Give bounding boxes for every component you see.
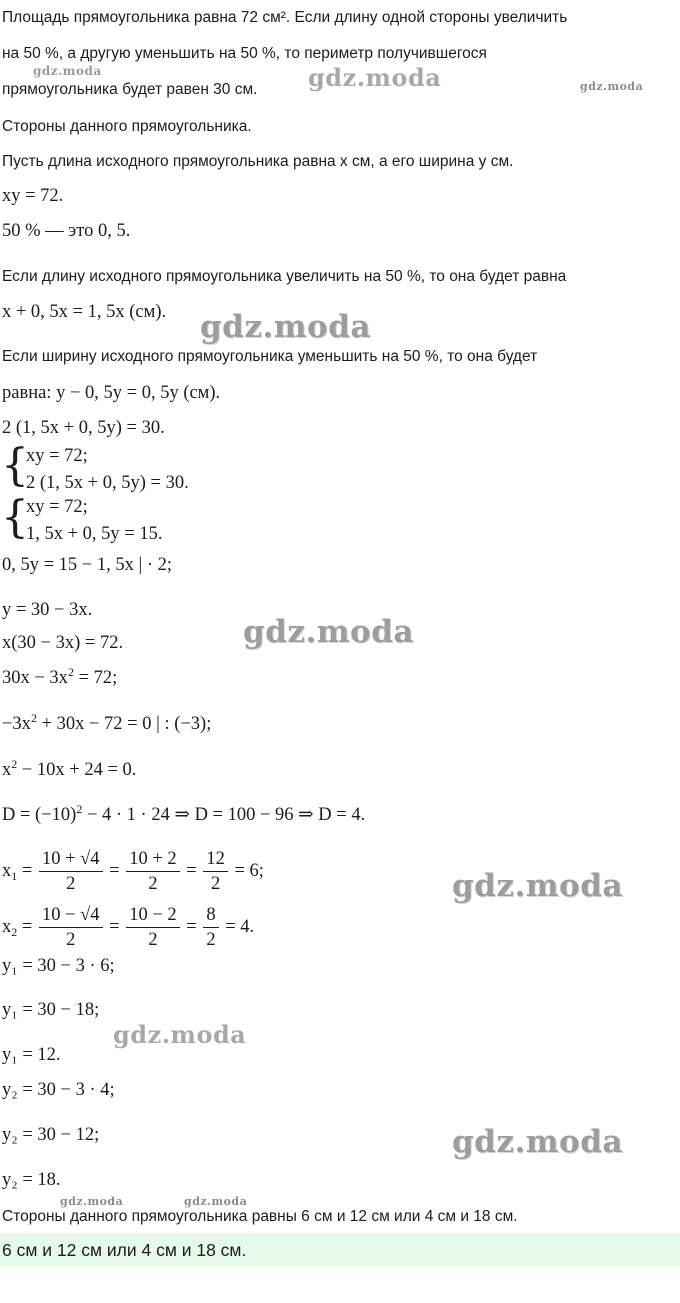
answer-text: 6 см и 12 см или 4 см и 18 см.: [2, 1240, 247, 1260]
length-line-a: Если длину исходного прямоугольника увеличить на 50 %, то она будет равна: [2, 268, 567, 285]
eq-perimeter: 2 (1, 5x + 0, 5y) = 30.: [2, 418, 165, 438]
y1-step-c: y₁ = 12.: [2, 1045, 61, 1065]
watermark: gdz.moda: [184, 1195, 248, 1208]
eq-percent: 50 % — это 0, 5.: [2, 221, 131, 241]
watermark: gdz.moda: [60, 1195, 124, 1208]
fraction: $\frac{10 - 2}{2}$: [126, 903, 179, 947]
length-line-b: x + 0, 5x = 1, 5x (см).: [2, 302, 167, 322]
fraction: $\frac{8}{2}$: [203, 903, 218, 947]
eq-area: xy = 72.: [2, 186, 64, 206]
y2-step-a: y₂ = 30 − 3 · 4;: [2, 1080, 115, 1100]
step-6: $x^2 - 10x + 24 = 0$.: [2, 757, 137, 780]
watermark: gdz.moda: [452, 868, 623, 904]
problem-line-1: Площадь прямоугольника равна 72 см². Если длину одной стороны увеличить: [2, 9, 568, 26]
system1-eq-a: xy = 72;: [26, 446, 88, 466]
step-1: 0, 5y = 15 − 1, 5x | · 2;: [2, 555, 172, 575]
step-3: x(30 − 3x) = 72.: [2, 633, 124, 653]
system2-eq-b: 1, 5x + 0, 5y = 15.: [26, 524, 163, 544]
find-line: Стороны данного прямоугольника.: [2, 118, 252, 135]
step-5: $-3x^2 + 30x - 72 = 0$ | : (−3);: [2, 711, 212, 734]
fraction: $\frac{10 - √4}{2}$: [39, 903, 103, 947]
watermark: gdz.moda: [33, 64, 102, 78]
system1-eq-b: 2 (1, 5x + 0, 5y) = 30.: [26, 473, 189, 493]
watermark: gdz.moda: [308, 63, 442, 92]
y1-step-a: y₁ = 30 − 3 · 6;: [2, 956, 115, 976]
system-brace-1: {: [1, 440, 29, 491]
step-2: y = 30 − 3x.: [2, 600, 93, 620]
answer-box: [0, 1233, 680, 1267]
watermark: gdz.moda: [452, 1124, 623, 1160]
let-line: Пусть длина исходного прямоугольника равна x см, а его ширина y см.: [2, 153, 514, 170]
watermark: gdz.moda: [200, 309, 371, 345]
step-4: $30x - 3x^2 = 72$;: [2, 665, 118, 688]
problem-line-3: прямоугольника будет равен 30 см.: [2, 81, 258, 98]
root-x2: $x_2$ = $\frac{10 - √4}{2}$ = $\frac{10 - 2}{2}$ = $\frac{8}{2}$ = 4.: [2, 903, 254, 947]
watermark: gdz.moda: [580, 80, 644, 93]
watermark: gdz.moda: [243, 614, 414, 650]
fraction: $\frac{10 + 2}{2}$: [126, 847, 179, 896]
width-line-a: Если ширину исходного прямоугольника уменьшить на 50 %, то она будет: [2, 348, 538, 365]
root-x1: $x_1$ = $\frac{10 + √4}{2}$ = $\frac{10 + 2}{2}$ = $\frac{12}{2}$ = 6;: [2, 849, 264, 894]
width-line-b: равна: y − 0, 5y = 0, 5y (см).: [2, 383, 221, 403]
y1-step-b: y₁ = 30 − 18;: [2, 1000, 100, 1020]
y2-step-b: y₂ = 30 − 12;: [2, 1125, 100, 1145]
watermark: gdz.moda: [113, 1020, 247, 1049]
discriminant: $D = (-10)^2 - 4 \cdot 1 \cdot 24$ ⇒ D = 100 − 96 ⇒ D = 4.: [2, 802, 366, 825]
fraction: $\frac{12}{2}$: [203, 847, 228, 896]
system2-eq-a: xy = 72;: [26, 497, 88, 517]
problem-line-2: на 50 %, а другую уменьшить на 50 %, то периметр получившегося: [2, 45, 487, 62]
y2-step-c: y₂ = 18.: [2, 1170, 61, 1190]
system-brace-2: {: [1, 492, 29, 543]
conclusion-line: Стороны данного прямоугольника равны 6 см и 12 см или 4 см и 18 см.: [2, 1208, 518, 1225]
fraction: $\frac{10 + √4}{2}$: [39, 847, 103, 896]
